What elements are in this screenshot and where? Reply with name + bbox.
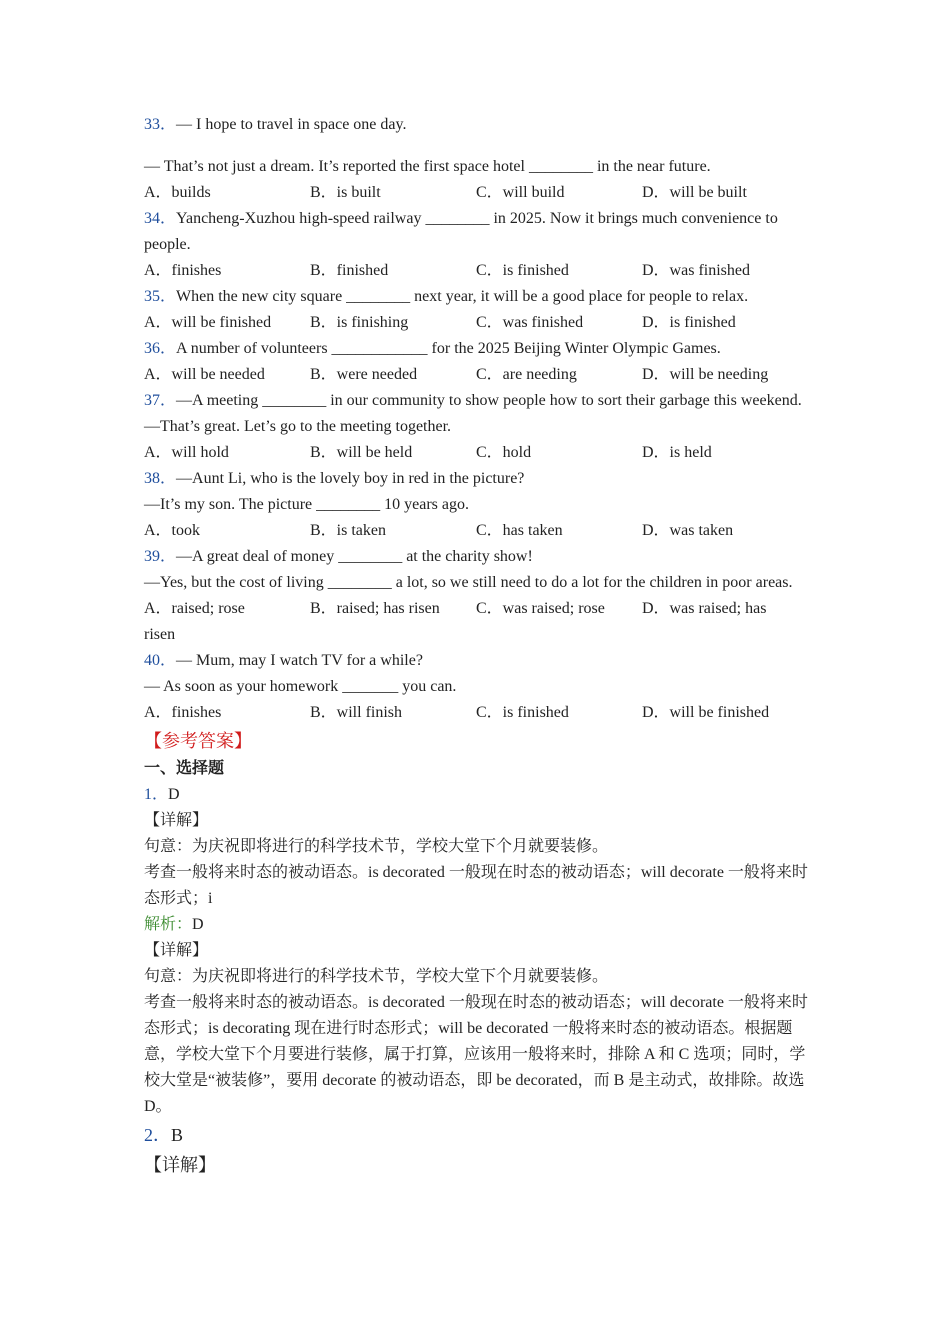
option-b: B．is built [310, 184, 381, 201]
option-c: C．are needing [476, 366, 577, 383]
analysis-label: 解析： [144, 916, 193, 933]
option-c: C．will build [476, 184, 565, 201]
option-d: D．was raised; has [642, 600, 767, 617]
option-a: A．builds [144, 184, 211, 201]
question-stem: A number of volunteers ____________ for the 2025 Beijing Winter Olympic Games. [176, 340, 721, 357]
option-d: D．was finished [642, 262, 750, 279]
option-d-continuation: risen [144, 626, 176, 643]
question-stem: Yancheng-Xuzhou high-speed railway ________ in 2025. Now it brings much convenience to people. [144, 210, 778, 253]
question-number: 34 [144, 210, 160, 227]
question-line: —It’s my son. The picture ________ 10 years ago. [144, 496, 469, 513]
question-line: — That’s not just a dream. It’s reported the first space hotel ________ in the near future. [144, 158, 711, 175]
document-page [144, 112, 812, 1180]
options-row [144, 596, 812, 622]
options-row [144, 362, 812, 388]
question-stem: — Mum, may I watch TV for a while? [176, 652, 423, 669]
question-34: 34．Yancheng-Xuzhou high-speed railway ________ in 2025. Now it brings much convenience to people. [144, 210, 778, 253]
question-40: 40．— Mum, may I watch TV for a while? [144, 652, 423, 669]
question-number: 36 [144, 340, 160, 357]
option-a: A．took [144, 522, 201, 539]
option-a: A．finishes [144, 704, 222, 721]
option-b: B．is finishing [310, 314, 409, 331]
question-number: 40 [144, 652, 160, 669]
option-b: B．will be held [310, 444, 413, 461]
option-a: A．will be needed [144, 366, 265, 383]
option-b: B．finished [310, 262, 389, 279]
options-row [144, 440, 812, 466]
answer-2: 2．B [144, 1125, 184, 1145]
question-37: 37．—A meeting ________ in our community to show people how to sort their garbage this weekend. [144, 392, 802, 409]
option-a: A．will hold [144, 444, 229, 461]
answer-number: 2 [144, 1125, 153, 1145]
analysis-line [144, 912, 812, 938]
question-stem: —A great deal of money ________ at the charity show! [176, 548, 533, 565]
option-d: D．was taken [642, 522, 734, 539]
question-line: — As soon as your homework _______ you can. [144, 678, 457, 695]
options-row [144, 518, 812, 544]
section-title: 一、选择题 [144, 760, 225, 777]
option-c: C．was raised; rose [476, 600, 605, 617]
option-d: D．will be built [642, 184, 747, 201]
options-row [144, 310, 812, 336]
answer-1: 1．D [144, 786, 180, 803]
detail-label: 【详解】 [144, 812, 209, 829]
answer-heading: 【参考答案】 [144, 731, 252, 751]
explanation-text: 考查一般将来时态的被动语态。is decorated 一般现在时态的被动语态；will decorate 一般将来时态形式；is decorating 现在进行时态形式；will be decorated 一般将来时态的被动语态。根据题意，学校大堂下个月要进行装修，属于打算，应该用一般将来时，排除 A 和 C 选项；同时，学校大堂是“被装修”，要用 decorate 的被动语态，即 be decorated，而 B 是主动式，故排除。故选 D。 [144, 994, 808, 1115]
question-line: —Yes, but the cost of living ________ a lot, so we still need to do a lot for the children in poor areas. [144, 574, 793, 591]
options-row [144, 258, 812, 284]
option-a: A．finishes [144, 262, 222, 279]
sentence-meaning: 句意：为庆祝即将进行的科学技术节，学校大堂下个月就要装修。 [144, 968, 609, 985]
question-stem: — I hope to travel in space one day. [176, 116, 407, 133]
answer-letter: D [168, 786, 180, 803]
option-c: C．is finished [476, 262, 569, 279]
analysis-letter: D [192, 916, 204, 933]
option-b: B．raised; has risen [310, 600, 440, 617]
option-c: C．is finished [476, 704, 569, 721]
explanation-text: 考查一般将来时态的被动语态。is decorated 一般现在时态的被动语态；will decorate 一般将来时态形式；i [144, 864, 808, 907]
detail-label: 【详解】 [144, 942, 209, 959]
question-line: —That’s great. Let’s go to the meeting together. [144, 418, 452, 435]
answer-letter: B [171, 1125, 184, 1145]
options-row [144, 180, 812, 206]
detail-label: 【详解】 [144, 1155, 216, 1175]
option-a: A．raised; rose [144, 600, 245, 617]
question-number: 37 [144, 392, 160, 409]
option-a: A．will be finished [144, 314, 272, 331]
question-number: 39 [144, 548, 160, 565]
option-b: B．is taken [310, 522, 386, 539]
question-stem: When the new city square ________ next year, it will be a good place for people to relax. [176, 288, 749, 305]
question-stem: —Aunt Li, who is the lovely boy in red in the picture? [176, 470, 525, 487]
question-number: 35 [144, 288, 160, 305]
option-c: C．was finished [476, 314, 584, 331]
question-33: 33．— I hope to travel in space one day. [144, 116, 407, 133]
question-number: 33 [144, 116, 160, 133]
options-row [144, 700, 812, 726]
option-d: D．is finished [642, 314, 736, 331]
option-c: C．hold [476, 444, 532, 461]
question-stem: —A meeting ________ in our community to show people how to sort their garbage this weekend. [176, 392, 802, 409]
question-36: 36．A number of volunteers ____________ for the 2025 Beijing Winter Olympic Games. [144, 340, 721, 357]
option-c: C．has taken [476, 522, 563, 539]
question-39: 39．—A great deal of money ________ at the charity show! [144, 548, 533, 565]
answer-number: 1 [144, 786, 152, 803]
option-d: D．is held [642, 444, 712, 461]
option-b: B．were needed [310, 366, 418, 383]
option-d: D．will be needing [642, 366, 769, 383]
option-d: D．will be finished [642, 704, 770, 721]
sentence-meaning: 句意：为庆祝即将进行的科学技术节，学校大堂下个月就要装修。 [144, 838, 609, 855]
question-number: 38 [144, 470, 160, 487]
question-35: 35．When the new city square ________ next year, it will be a good place for people to relax. [144, 288, 749, 305]
option-b: B．will finish [310, 704, 403, 721]
question-38: 38．—Aunt Li, who is the lovely boy in red in the picture? [144, 470, 525, 487]
